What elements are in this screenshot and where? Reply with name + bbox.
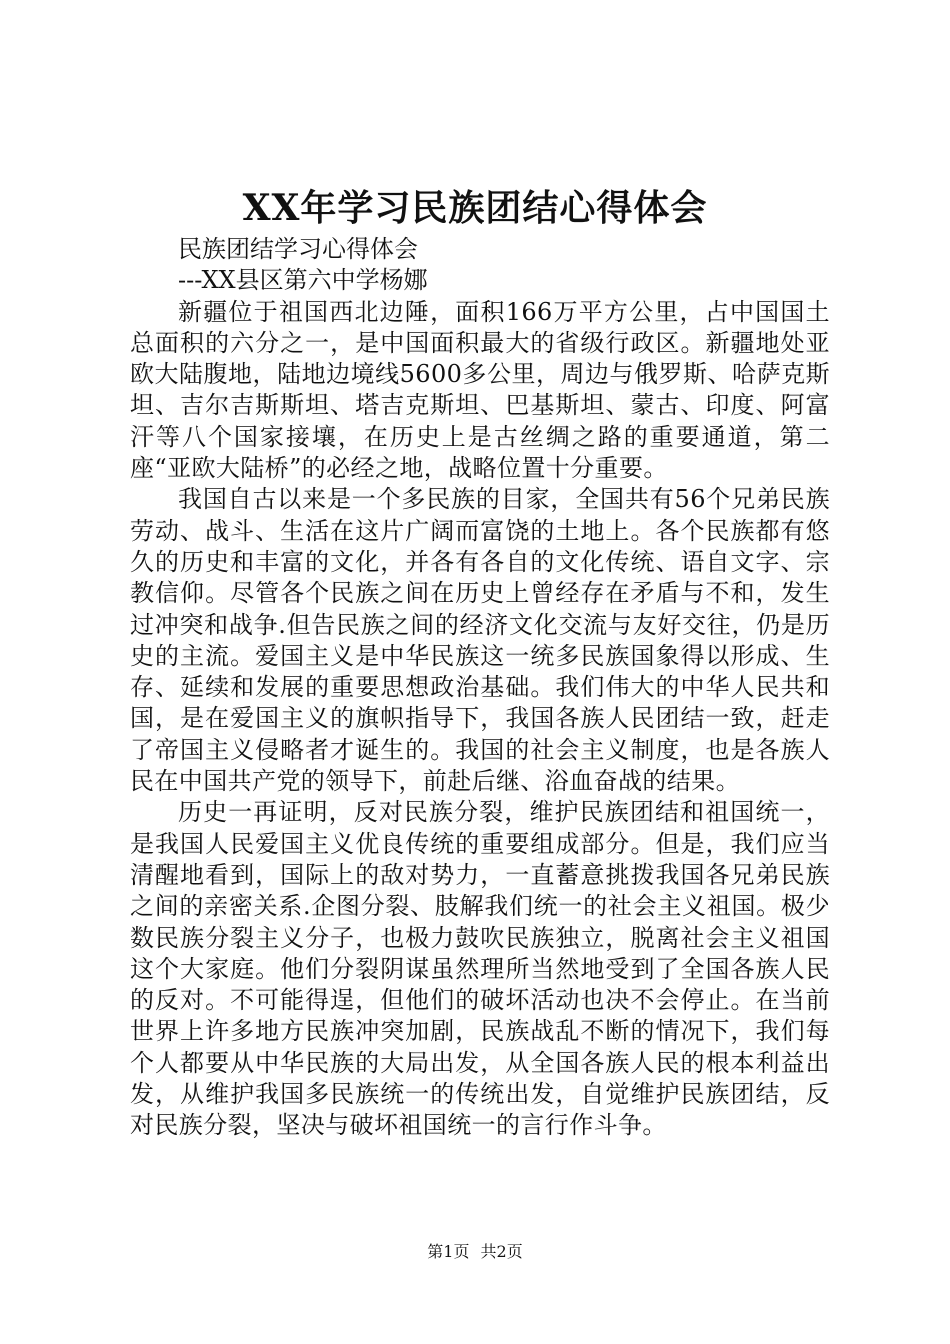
document-body xyxy=(130,234,830,1142)
page-title: XX年学习民族团结心得体会 xyxy=(242,187,708,229)
page-number: 第1页 xyxy=(427,1242,470,1261)
subtitle: 民族团结学习心得体会 xyxy=(178,235,418,263)
paragraph: 我国自古以来是一个多民族的目家，全国共有56个兄弟民族劳动、战斗、生活在这片广阔而富饶的土地上。各个民族都有悠久的历史和丰富的文化，并各有各自的文化传统、语自文字、宗教信仰。尽管各个民族之间在历史上曾经存在矛盾与不和，发生过冲突和战争.但告民族之间的经济文化交流与友好交往，仍是历史的主流。爱国主义是中华民族这一统多民族国象得以形成、生存、延续和发展的重要思想政治基础。我们伟大的中华人民共和国，是在爱国主义的旗帜指导下，我国各族人民团结一致，赶走了帝国主义侵略者才诞生的。我国的社会主义制度，也是各族人民在中国共产党的领导下，前赴后继、浴血奋战的结果。 xyxy=(130,485,830,796)
paragraph: 新疆位于祖国西北边陲，面积166万平方公里，占中国国土总面积的六分之一，是中国面积最大的省级行政区。新疆地处亚欧大陆腹地，陆地边境线5600多公里，周边与俄罗斯、哈萨克斯坦、吉尔吉斯斯坦、塔吉克斯坦、巴基斯坦、蒙古、印度、阿富汗等八个国家接壤，在历史上是古丝绸之路的重要通道，第二座“亚欧大陆桥”的必经之地，战略位置十分重要。 xyxy=(130,297,830,483)
page-total: 共2页 xyxy=(480,1242,523,1261)
author-line: ---XX县区第六中学杨娜 xyxy=(178,266,428,295)
paragraph: 历史一再证明，反对民族分裂，维护民族团结和祖国统一，是我国人民爱国主义优良传统的重要组成部分。但是，我们应当清醒地看到，国际上的敌对势力，一直蓄意挑拨我国各兄弟民族之间的亲密关系.企图分裂、肢解我们统一的社会主义祖国。极少数民族分裂主义分子，也极力鼓吹民族独立，脱离社会主义祖国这个大家庭。他们分裂阴谋虽然理所当然地受到了全国各族人民的反对。不可能得逞，但他们的破坏活动也决不会停止。在当前世界上许多地方民族冲突加剧，民族战乱不断的情况下，我们每个人都要从中华民族的大局出发，从全国各族人民的根本利益出发，从维护我国多民族统一的传统出发，自觉维护民族团结，反对民族分裂，坚决与破坏祖国统一的言行作斗争。 xyxy=(130,798,830,1140)
page-footer xyxy=(0,1240,950,1264)
